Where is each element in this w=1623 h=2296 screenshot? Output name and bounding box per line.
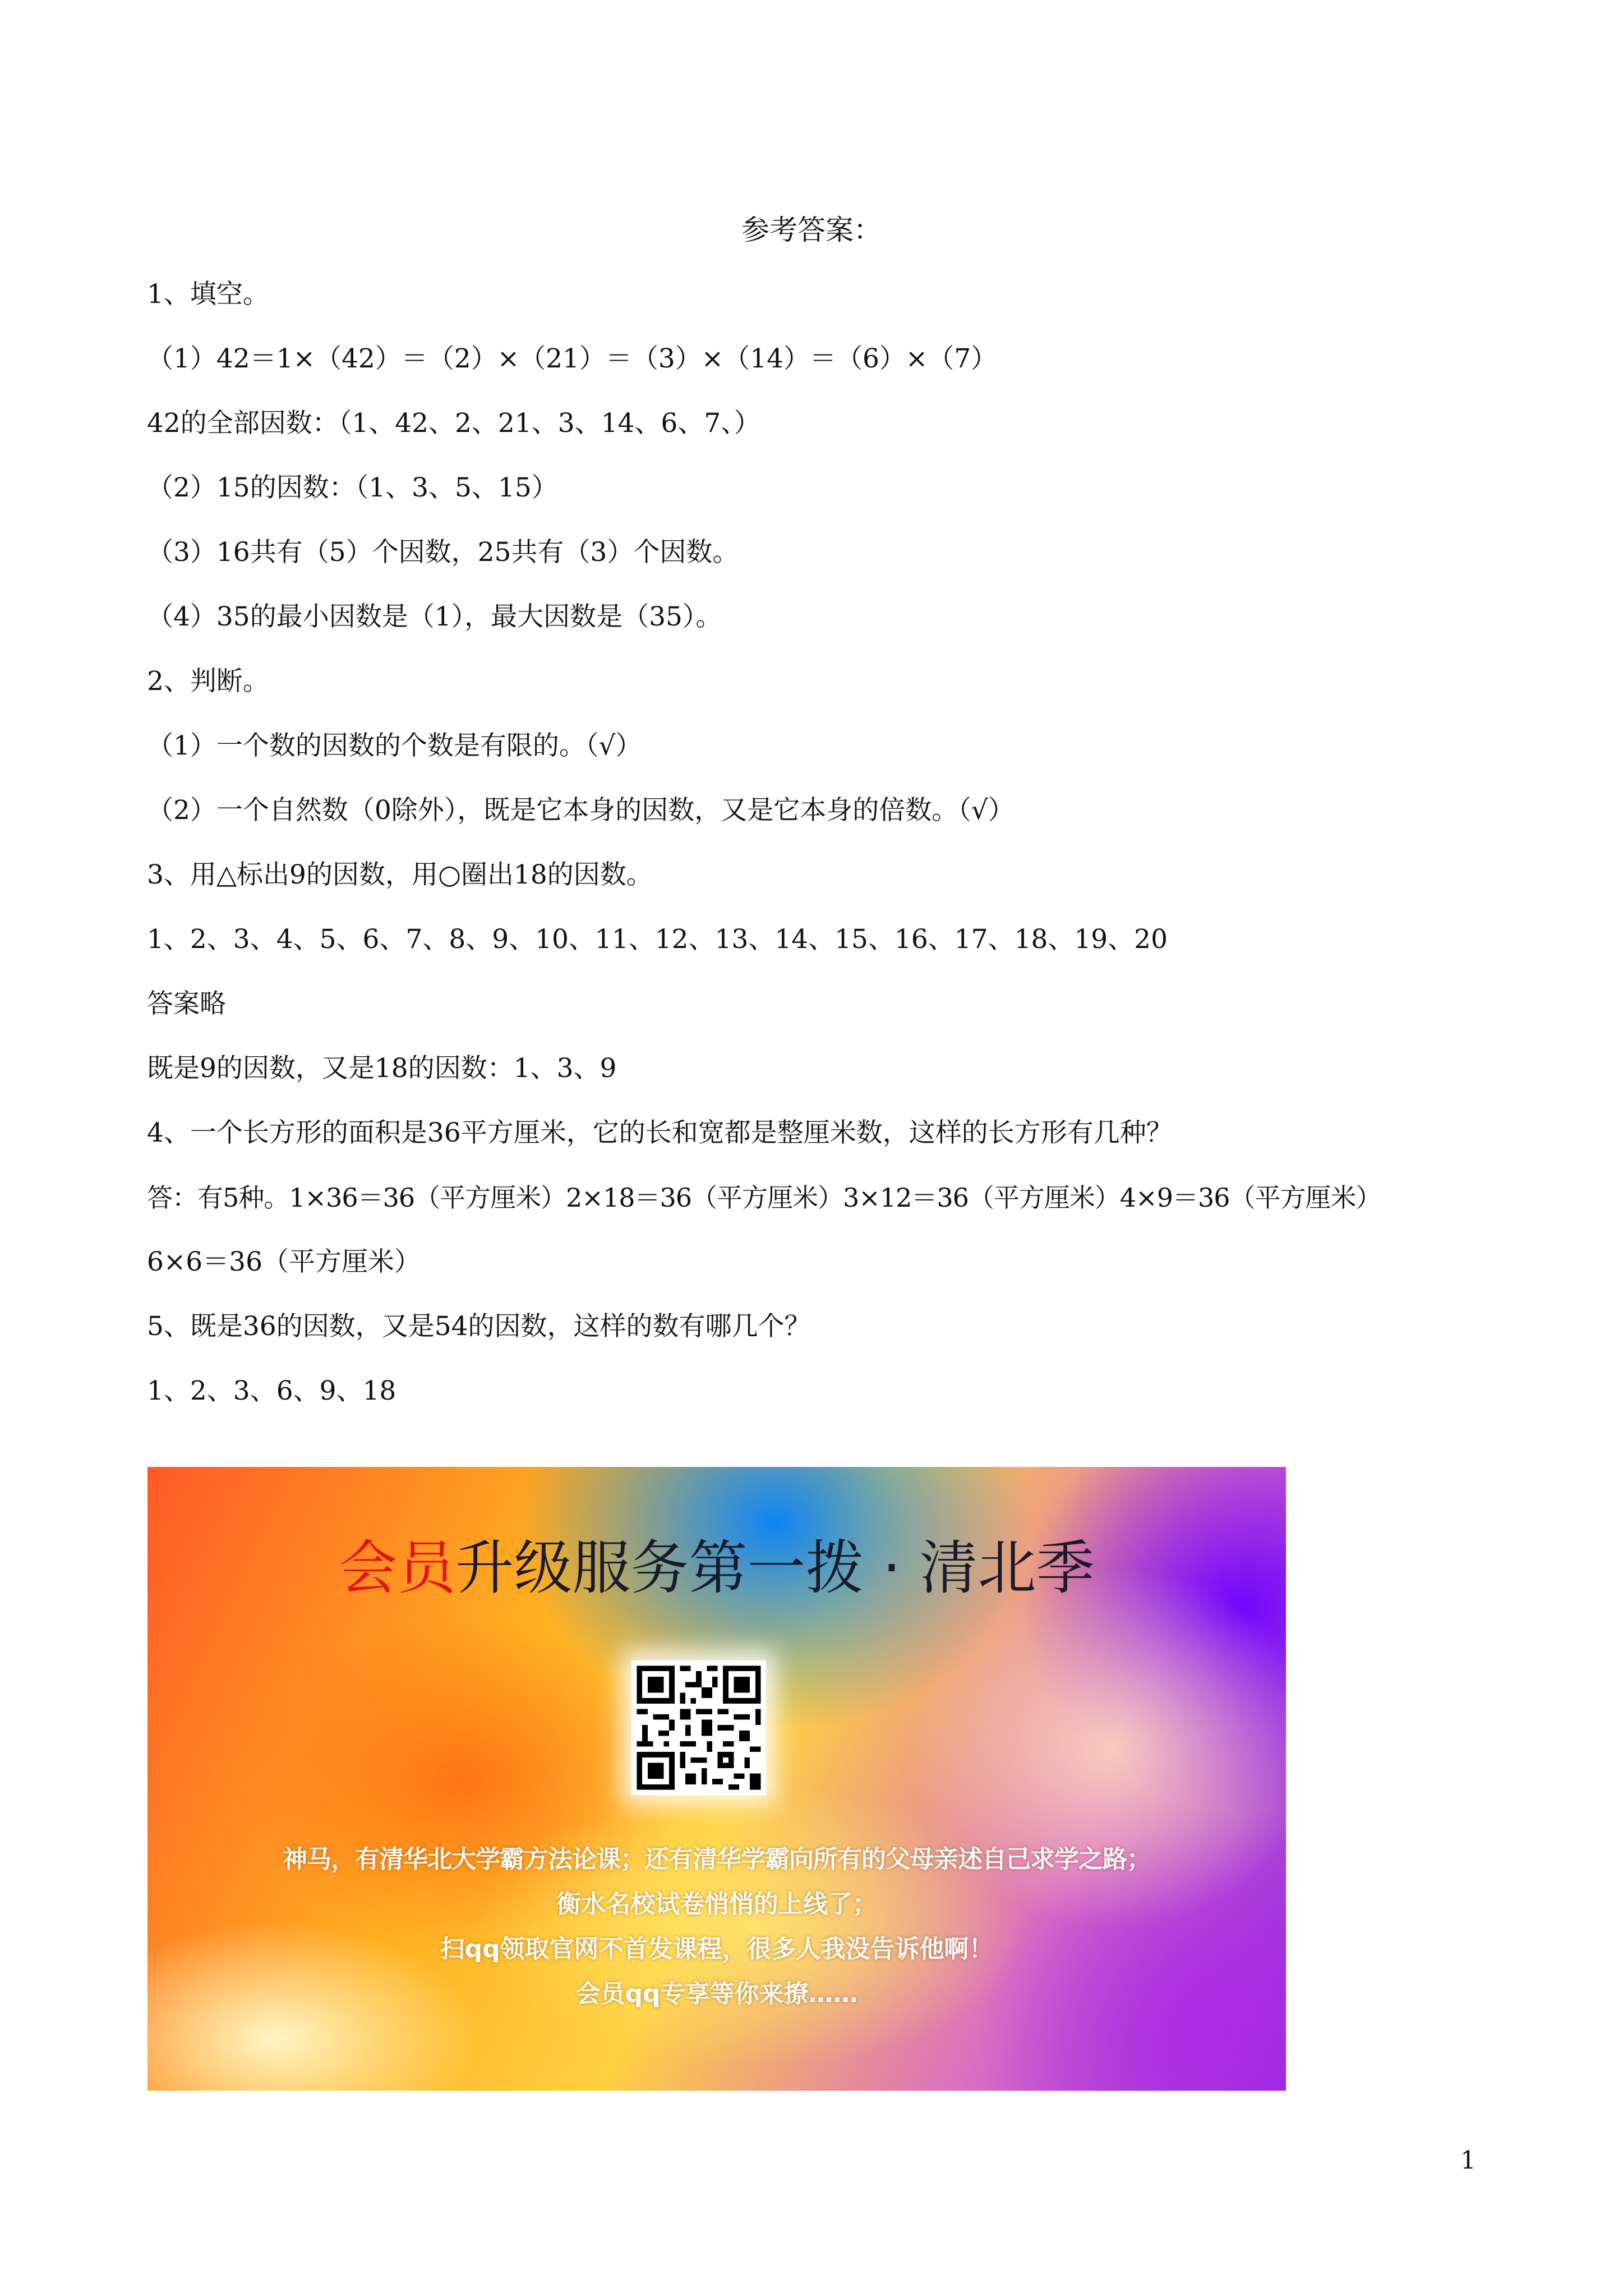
answer-line: 答：有5种。1×36＝36（平方厘米）2×18＝36（平方厘米）3×12＝36（平方厘米）4×9＝36（平方厘米） (147, 1182, 1381, 1213)
promo-banner[interactable] (147, 1467, 1286, 2091)
banner-text-line: 扫qq领取官网不首发课程，很多人我没告诉他啊！ (440, 1935, 994, 1963)
answer-line: 4、一个长方形的面积是36平方厘米，它的长和宽都是整厘米数，这样的长方形有几种？ (147, 1117, 1173, 1148)
answer-line: 42的全部因数：（1、42、2、21、3、14、6、7、） (147, 408, 760, 439)
banner-title (147, 1531, 1286, 1604)
banner-text-line: 神马，有清华北大学霸方法论课；还有清华学霸向所有的父母亲述自己求学之路； (283, 1845, 1151, 1874)
answer-line: 答案略 (147, 988, 226, 1019)
banner-title-highlight: 会员 (339, 1534, 456, 1602)
answer-line: （1）42＝1×（42）＝（2）×（21）＝（3）×（14）＝（6）×（7） (147, 343, 998, 374)
answer-line: （1）一个数的因数的个数是有限的。（√） (147, 730, 642, 761)
banner-text-line: 会员qq专享等你来撩…… (575, 1980, 858, 2008)
answer-line: 1、2、3、6、9、18 (147, 1375, 396, 1406)
qr-code[interactable] (631, 1660, 766, 1795)
banner-title-rest: 升级服务第一拨 · 清北季 (455, 1534, 1095, 1602)
answer-line: 1、填空。 (147, 279, 269, 310)
answer-line: （4）35的最小因数是（1），最大因数是（35）。 (147, 601, 722, 632)
page-number: 1 (1460, 2146, 1476, 2175)
answer-line: 6×6＝36（平方厘米） (147, 1246, 421, 1277)
answer-line: 2、判断。 (147, 666, 269, 697)
answer-line: 3、用△标出9的因数，用○圈出18的因数。 (147, 859, 653, 890)
answer-line: 5、既是36的因数，又是54的因数，这样的数有哪几个？ (147, 1311, 811, 1342)
answer-line: （2）15的因数：（1、3、5、15） (147, 472, 558, 503)
answer-line: 1、2、3、4、5、6、7、8、9、10、11、12、13、14、15、16、17、18、19、20 (147, 924, 1168, 955)
banner-text-line: 衡水名校试卷悄悄的上线了； (556, 1890, 877, 1918)
answer-line: 既是9的因数，又是18的因数：1、3、9 (147, 1053, 617, 1084)
page-title: 参考答案： (741, 214, 882, 246)
qr-code-icon (631, 1660, 766, 1795)
answer-line: （3）16共有（5）个因数，25共有（3）个因数。 (147, 537, 739, 568)
answer-line: （2）一个自然数（0除外），既是它本身的因数，又是它本身的倍数。（√） (147, 795, 1015, 826)
